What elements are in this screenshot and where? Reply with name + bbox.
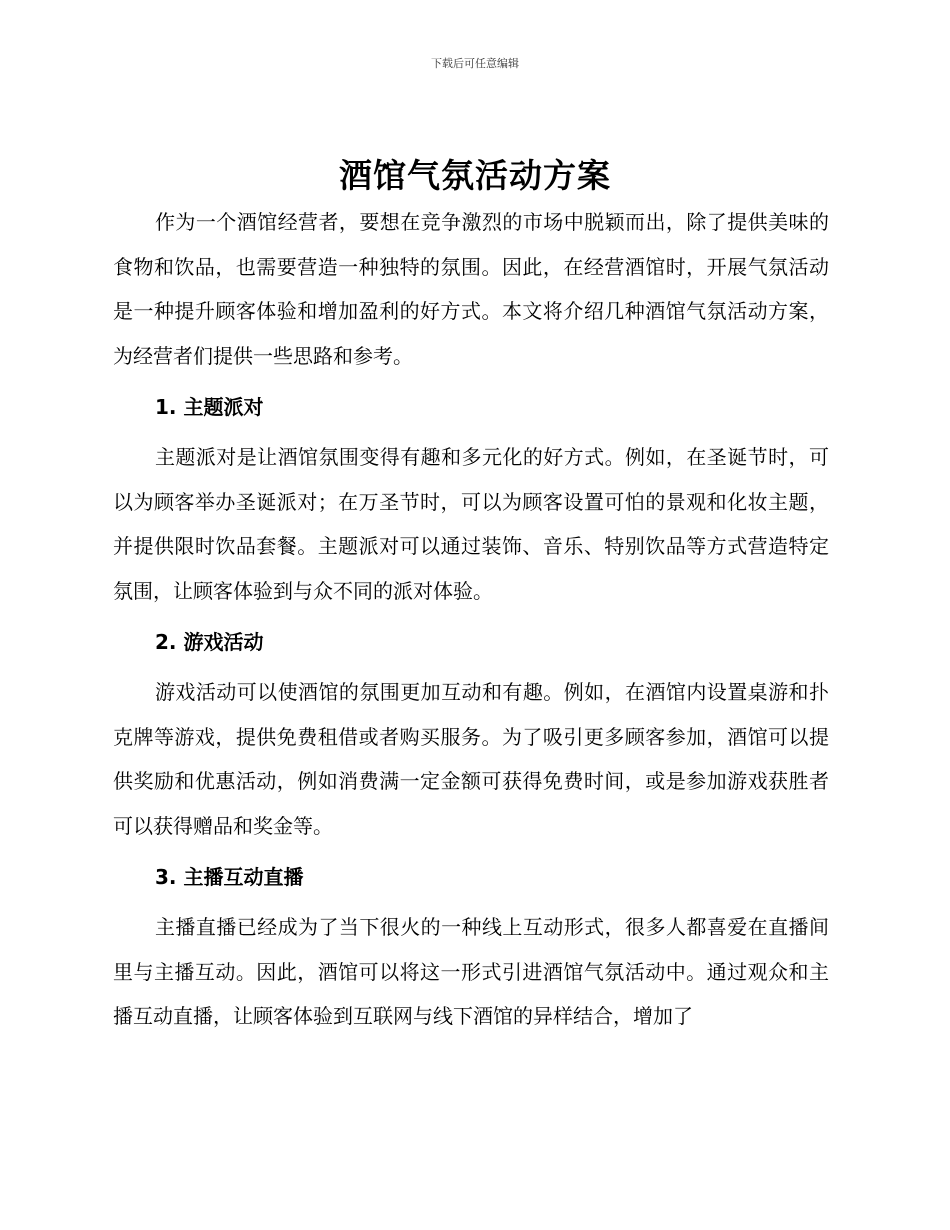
section-body-live-stream: 主播直播已经成为了当下很火的一种线上互动形式，很多人都喜爱在直播间里与主播互动。因此，酒馆可以将这一形式引进酒馆气氛活动中。通过观众和主播互动直播，让顾客体验到互联网与线下酒馆的异样结合，增加了 — [113, 915, 829, 1028]
section-heading-game-activity: 2. 游戏活动 — [155, 630, 264, 654]
section-heading-theme-party: 1. 主题派对 — [155, 395, 264, 419]
document-body — [113, 200, 829, 1039]
section-body-game-activity: 游戏活动可以使酒馆的氛围更加互动和有趣。例如，在酒馆内设置桌游和扑克牌等游戏，提供免费租借或者购买服务。为了吸引更多顾客参加，酒馆可以提供奖励和优惠活动，例如消费满一定金额可获得免费时间，或是参加游戏获胜者可以获得赠品和奖金等。 — [113, 680, 829, 838]
intro-paragraph: 作为一个酒馆经营者，要想在竞争激烈的市场中脱颖而出，除了提供美味的食物和饮品，也需要营造一种独特的氛围。因此，在经营酒馆时，开展气氛活动是一种提升顾客体验和增加盈利的好方式。本文将介绍几种酒馆气氛活动方案，为经营者们提供一些思路和参考。 — [113, 210, 829, 368]
header-note: 下载后可任意编辑 — [431, 57, 519, 70]
section-body-theme-party: 主题派对是让酒馆氛围变得有趣和多元化的好方式。例如，在圣诞节时，可以为顾客举办圣诞派对；在万圣节时，可以为顾客设置可怕的景观和化妆主题，并提供限时饮品套餐。主题派对可以通过装饰、音乐、特别饮品等方式营造特定氛围，让顾客体验到与众不同的派对体验。 — [113, 445, 829, 603]
section-heading-live-stream: 3. 主播互动直播 — [155, 865, 304, 889]
document-title: 酒馆气氛活动方案 — [339, 156, 611, 195]
